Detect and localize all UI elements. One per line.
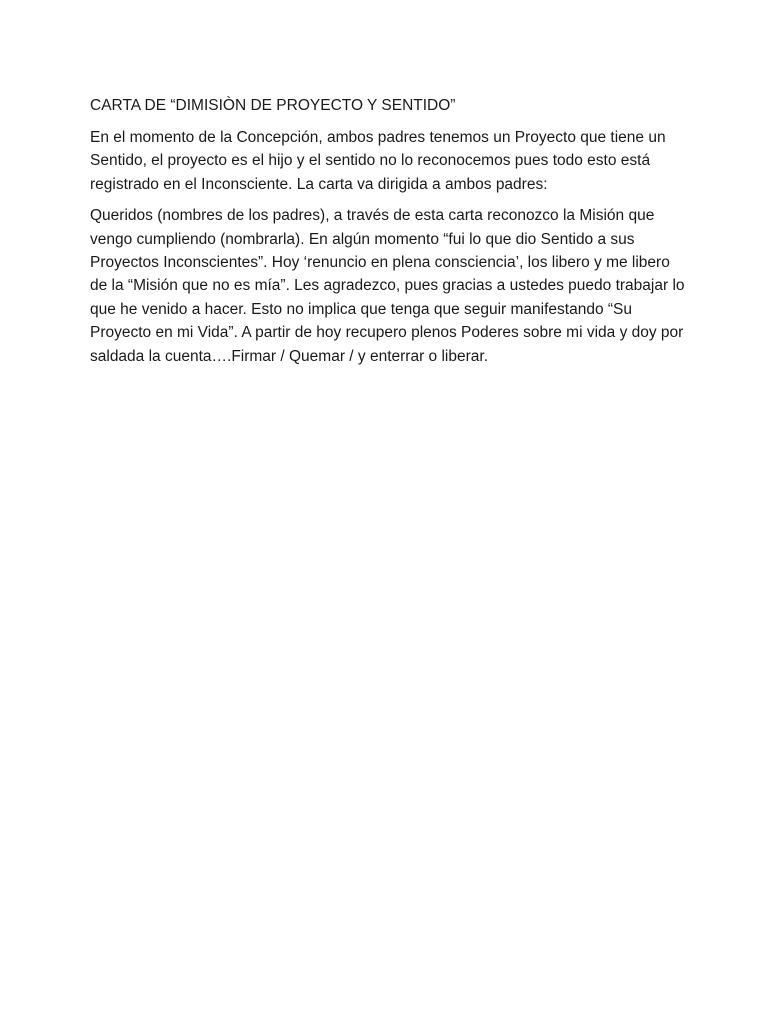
document-body bbox=[90, 94, 686, 376]
paragraph-letter: Queridos (nombres de los padres), a través de esta carta reconozco la Misión que vengo cumpliendo (nombrarla). En algún momento “fui lo que dio Sentido a sus Proyectos Inconscientes”. Hoy ‘renuncio en plena consciencia’, los libero y me libero de la “Misión que no es mía”. Les agradezco, pues gracias a ustedes puedo trabajar lo que he venido a hacer. Esto no implica que tenga que seguir manifestando “Su Proyecto en mi Vida”. A partir de hoy recupero plenos Poderes sobre mi vida y doy por saldada la cuenta….Firmar / Quemar / y enterrar o liberar. bbox=[90, 207, 685, 365]
paragraph-intro: En el momento de la Concepción, ambos padres tenemos un Proyecto que tiene un Sentido, el proyecto es el hijo y el sentido no lo reconocemos pues todo esto está registrado en el Inconsciente. La carta va dirigida a ambos padres: bbox=[90, 129, 666, 193]
document-title: CARTA DE “DIMISIÒN DE PROYECTO Y SENTIDO” bbox=[90, 97, 456, 114]
